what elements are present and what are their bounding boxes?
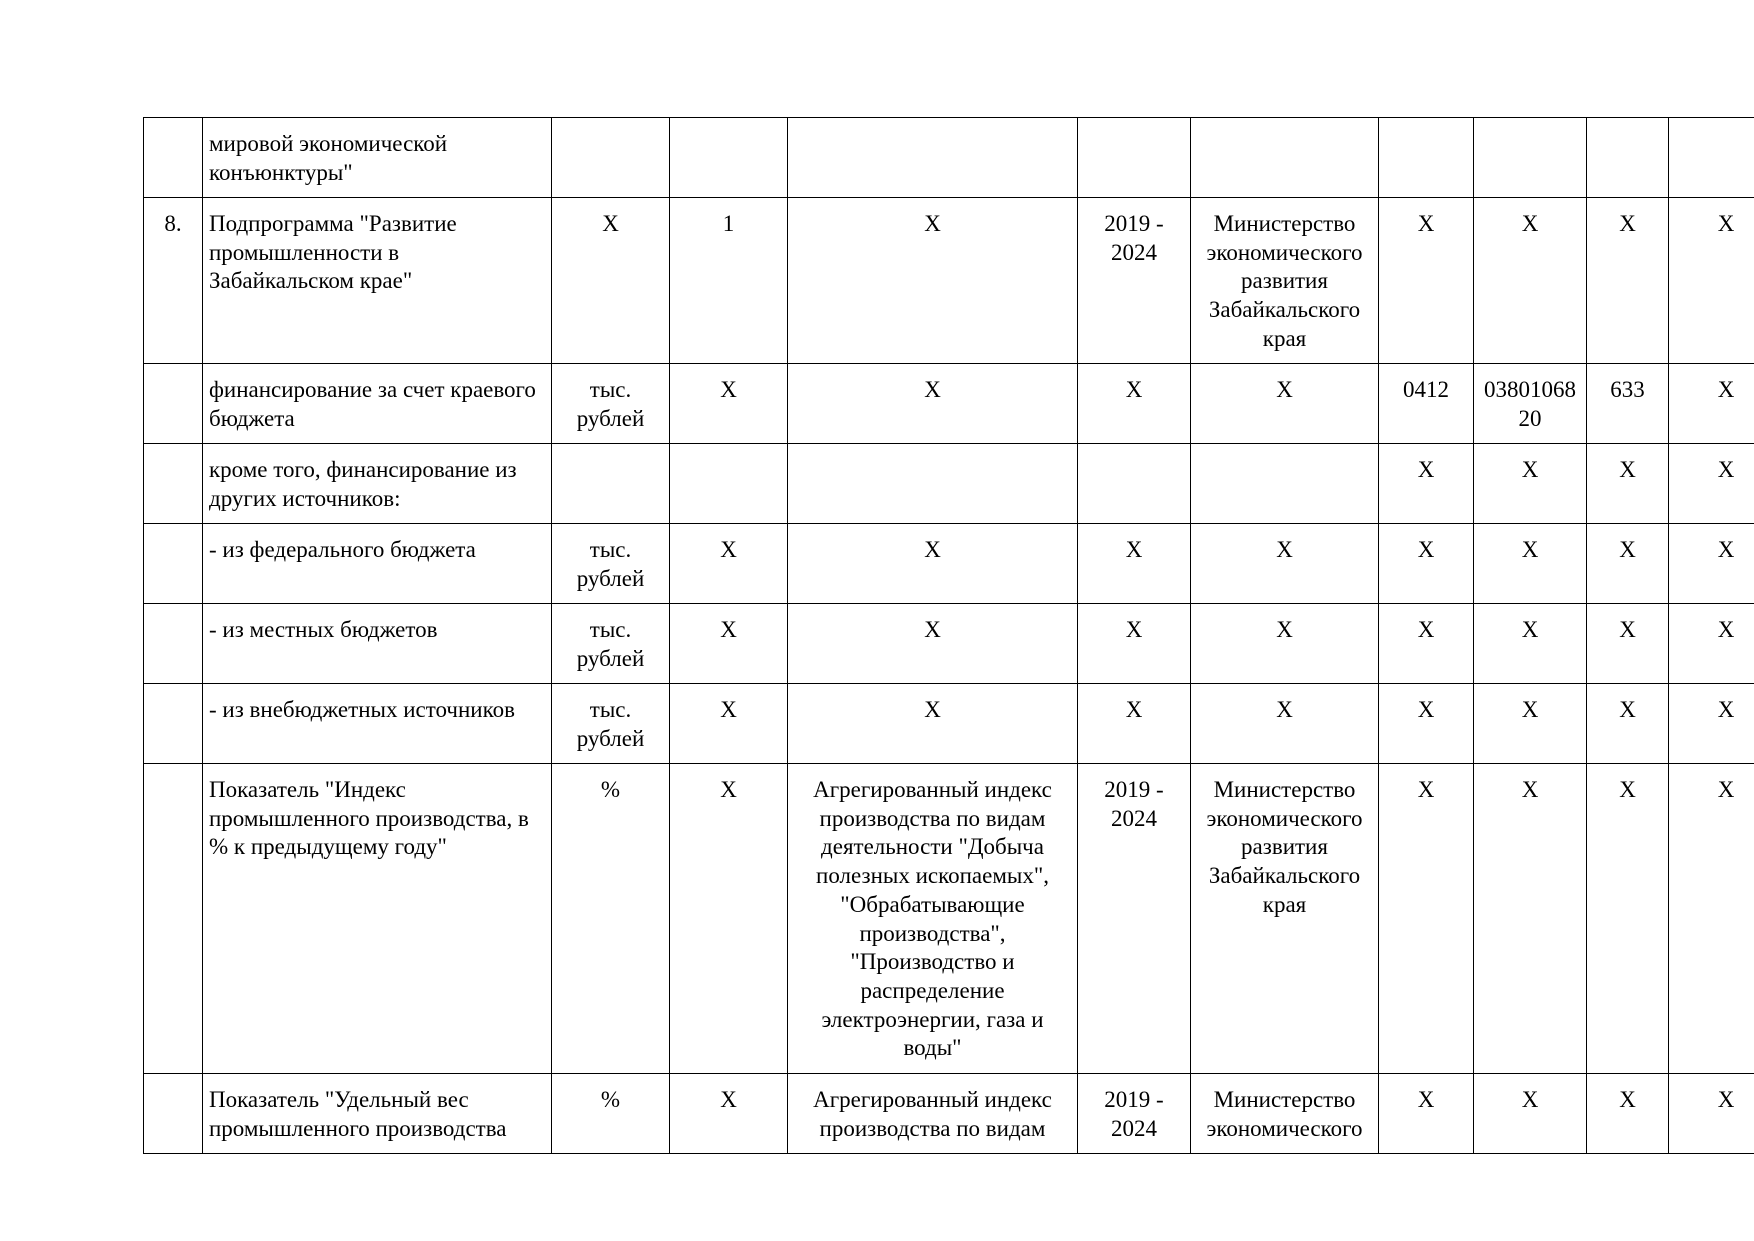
method-cell bbox=[788, 118, 1078, 198]
item-name-cell: - из местных бюджетов bbox=[203, 604, 552, 684]
code-type-cell: Х bbox=[1587, 444, 1669, 524]
code-article-cell: Х bbox=[1474, 684, 1587, 764]
table-row bbox=[144, 118, 1754, 198]
table-row bbox=[144, 524, 1754, 604]
table-row bbox=[144, 684, 1754, 764]
value-cell: Х bbox=[670, 364, 788, 444]
period-cell: 2019 - 2024 bbox=[1078, 1074, 1191, 1154]
row-number-cell bbox=[144, 604, 203, 684]
value-cell: Х bbox=[670, 764, 788, 1074]
period-cell: Х bbox=[1078, 524, 1191, 604]
period-cell bbox=[1078, 118, 1191, 198]
method-cell: Агрегированный индекс производства по видам bbox=[788, 1074, 1078, 1154]
code-article-cell: Х bbox=[1474, 444, 1587, 524]
code-section-cell: Х bbox=[1379, 1074, 1474, 1154]
code-extra-cell: Х bbox=[1669, 684, 1754, 764]
code-section-cell: Х bbox=[1379, 684, 1474, 764]
row-number-cell bbox=[144, 684, 203, 764]
unit-cell: тыс. рублей bbox=[552, 684, 670, 764]
item-name-cell: - из внебюджетных источников bbox=[203, 684, 552, 764]
code-section-cell: Х bbox=[1379, 444, 1474, 524]
row-number-cell bbox=[144, 764, 203, 1074]
unit-cell: тыс. рублей bbox=[552, 524, 670, 604]
method-cell: Х bbox=[788, 524, 1078, 604]
item-name-cell: финансирование за счет краевого бюджета bbox=[203, 364, 552, 444]
code-type-cell: Х bbox=[1587, 684, 1669, 764]
unit-cell bbox=[552, 444, 670, 524]
row-number-cell: 8. bbox=[144, 198, 203, 364]
responsible-cell: Х bbox=[1191, 684, 1379, 764]
value-cell bbox=[670, 118, 788, 198]
period-cell: 2019 - 2024 bbox=[1078, 198, 1191, 364]
code-extra-cell: Х bbox=[1669, 198, 1754, 364]
unit-cell bbox=[552, 118, 670, 198]
row-number-cell bbox=[144, 444, 203, 524]
period-cell: 2019 - 2024 bbox=[1078, 764, 1191, 1074]
period-cell: Х bbox=[1078, 364, 1191, 444]
responsible-cell: Министерство экономического развития Забайкальского края bbox=[1191, 764, 1379, 1074]
row-number-cell bbox=[144, 524, 203, 604]
code-extra-cell bbox=[1669, 118, 1754, 198]
method-cell: Х bbox=[788, 604, 1078, 684]
table-row bbox=[144, 364, 1754, 444]
method-cell: Агрегированный индекс производства по видам деятельности "Добыча полезных ископаемых", "Обрабатывающие производства", "Производство и распределение электроэнергии, газа и воды" bbox=[788, 764, 1078, 1074]
unit-cell: тыс. рублей bbox=[552, 604, 670, 684]
code-article-cell: Х bbox=[1474, 764, 1587, 1074]
code-type-cell bbox=[1587, 118, 1669, 198]
method-cell: Х bbox=[788, 198, 1078, 364]
table-row bbox=[144, 764, 1754, 1074]
code-type-cell: Х bbox=[1587, 764, 1669, 1074]
item-name-cell: Показатель "Удельный вес промышленного производства bbox=[203, 1074, 552, 1154]
value-cell bbox=[670, 444, 788, 524]
code-type-cell: Х bbox=[1587, 604, 1669, 684]
code-extra-cell: Х bbox=[1669, 764, 1754, 1074]
item-name-cell: Показатель "Индекс промышленного производства, в % к предыдущему году" bbox=[203, 764, 552, 1074]
row-number-cell bbox=[144, 118, 203, 198]
code-section-cell: Х bbox=[1379, 764, 1474, 1074]
code-section-cell: Х bbox=[1379, 524, 1474, 604]
code-article-cell: 0380106820 bbox=[1474, 364, 1587, 444]
item-name-cell: Подпрограмма "Развитие промышленности в Забайкальском крае" bbox=[203, 198, 552, 364]
code-extra-cell: Х bbox=[1669, 604, 1754, 684]
code-article-cell: Х bbox=[1474, 198, 1587, 364]
method-cell: Х bbox=[788, 364, 1078, 444]
value-cell: Х bbox=[670, 604, 788, 684]
table-row bbox=[144, 604, 1754, 684]
table-row bbox=[144, 1074, 1754, 1154]
unit-cell: % bbox=[552, 764, 670, 1074]
table-row bbox=[144, 444, 1754, 524]
responsible-cell bbox=[1191, 118, 1379, 198]
responsible-cell: Х bbox=[1191, 364, 1379, 444]
code-article-cell: Х bbox=[1474, 604, 1587, 684]
method-cell bbox=[788, 444, 1078, 524]
code-extra-cell: Х bbox=[1669, 524, 1754, 604]
code-type-cell: Х bbox=[1587, 1074, 1669, 1154]
value-cell: 1 bbox=[670, 198, 788, 364]
method-cell: Х bbox=[788, 684, 1078, 764]
row-number-cell bbox=[144, 1074, 203, 1154]
value-cell: Х bbox=[670, 524, 788, 604]
code-type-cell: Х bbox=[1587, 198, 1669, 364]
code-article-cell: Х bbox=[1474, 1074, 1587, 1154]
responsible-cell: Х bbox=[1191, 604, 1379, 684]
code-type-cell: Х bbox=[1587, 524, 1669, 604]
item-name-cell: мировой экономической конъюнктуры" bbox=[203, 118, 552, 198]
code-section-cell: Х bbox=[1379, 198, 1474, 364]
code-extra-cell: Х bbox=[1669, 364, 1754, 444]
value-cell: Х bbox=[670, 684, 788, 764]
code-section-cell: 0412 bbox=[1379, 364, 1474, 444]
responsible-cell: Министерство экономического bbox=[1191, 1074, 1379, 1154]
code-extra-cell: Х bbox=[1669, 1074, 1754, 1154]
code-section-cell: Х bbox=[1379, 604, 1474, 684]
value-cell: Х bbox=[670, 1074, 788, 1154]
responsible-cell bbox=[1191, 444, 1379, 524]
unit-cell: Х bbox=[552, 198, 670, 364]
unit-cell: % bbox=[552, 1074, 670, 1154]
responsible-cell: Х bbox=[1191, 524, 1379, 604]
period-cell bbox=[1078, 444, 1191, 524]
period-cell: Х bbox=[1078, 604, 1191, 684]
item-name-cell: кроме того, финансирование из других источников: bbox=[203, 444, 552, 524]
item-name-cell: - из федерального бюджета bbox=[203, 524, 552, 604]
code-article-cell bbox=[1474, 118, 1587, 198]
code-type-cell: 633 bbox=[1587, 364, 1669, 444]
unit-cell: тыс. рублей bbox=[552, 364, 670, 444]
row-number-cell bbox=[144, 364, 203, 444]
code-extra-cell: Х bbox=[1669, 444, 1754, 524]
responsible-cell: Министерство экономического развития Забайкальского края bbox=[1191, 198, 1379, 364]
table-row bbox=[144, 198, 1754, 364]
document-table bbox=[143, 117, 1754, 1154]
period-cell: Х bbox=[1078, 684, 1191, 764]
code-article-cell: Х bbox=[1474, 524, 1587, 604]
code-section-cell bbox=[1379, 118, 1474, 198]
